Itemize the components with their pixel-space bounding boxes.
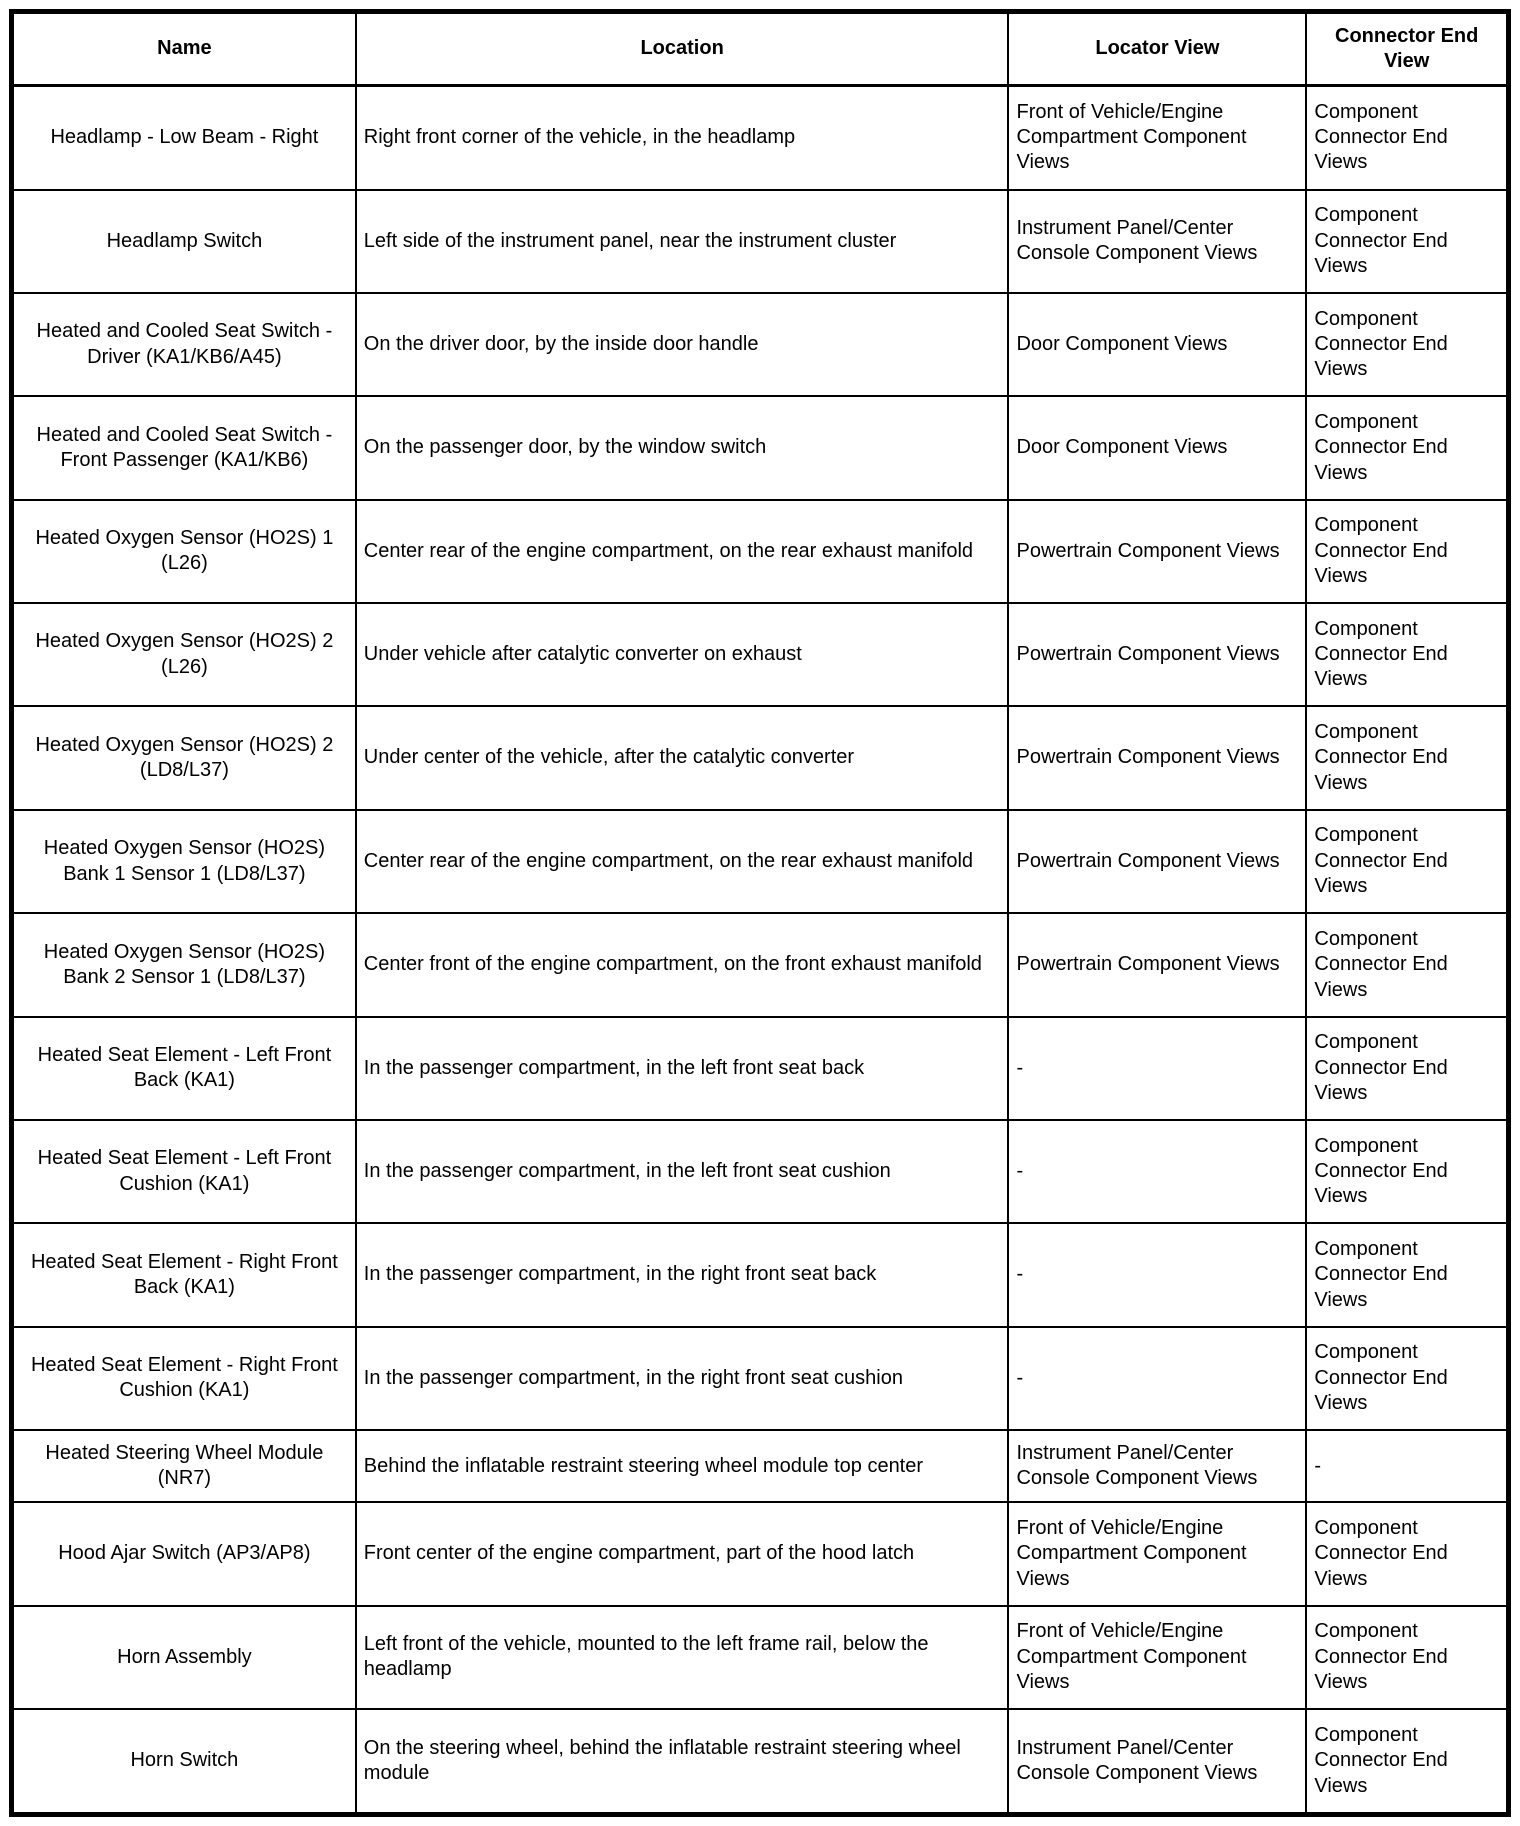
location-cell: Front center of the engine compartment, part of the hood latch bbox=[356, 1502, 1009, 1605]
locator-view-cell: Instrument Panel/Center Console Component Views bbox=[1008, 1430, 1306, 1502]
locator-view-cell: Powertrain Component Views bbox=[1008, 706, 1306, 809]
locator-view-cell: Door Component Views bbox=[1008, 396, 1306, 499]
table-row bbox=[12, 1223, 1509, 1326]
connector-end-view-cell: Component Connector End Views bbox=[1306, 603, 1508, 706]
table-row bbox=[12, 1502, 1509, 1605]
table-body bbox=[12, 86, 1509, 1815]
location-cell: Under vehicle after catalytic converter on exhaust bbox=[356, 603, 1009, 706]
location-cell: Behind the inflatable restraint steering wheel module top center bbox=[356, 1430, 1009, 1502]
name-cell: Horn Switch bbox=[12, 1709, 356, 1814]
name-cell: Headlamp - Low Beam - Right bbox=[12, 86, 356, 190]
location-cell: Left side of the instrument panel, near the instrument cluster bbox=[356, 190, 1009, 293]
table-row bbox=[12, 500, 1509, 603]
locator-view-cell: Door Component Views bbox=[1008, 293, 1306, 396]
locator-view-cell: Front of Vehicle/Engine Compartment Component Views bbox=[1008, 86, 1306, 190]
location-cell: Center front of the engine compartment, on the front exhaust manifold bbox=[356, 913, 1009, 1016]
location-cell: On the driver door, by the inside door handle bbox=[356, 293, 1009, 396]
locator-view-cell: Front of Vehicle/Engine Compartment Component Views bbox=[1008, 1606, 1306, 1709]
header-row bbox=[12, 12, 1509, 86]
locator-view-cell: - bbox=[1008, 1327, 1306, 1430]
table-row bbox=[12, 86, 1509, 190]
connector-end-view-cell: Component Connector End Views bbox=[1306, 706, 1508, 809]
location-cell: Left front of the vehicle, mounted to the left frame rail, below the headlamp bbox=[356, 1606, 1009, 1709]
name-cell: Heated Oxygen Sensor (HO2S) 2 (L26) bbox=[12, 603, 356, 706]
location-cell: In the passenger compartment, in the left front seat cushion bbox=[356, 1120, 1009, 1223]
locator-view-cell: Powertrain Component Views bbox=[1008, 913, 1306, 1016]
locator-view-cell: Powertrain Component Views bbox=[1008, 500, 1306, 603]
location-cell: In the passenger compartment, in the left front seat back bbox=[356, 1017, 1009, 1120]
table-row bbox=[12, 1327, 1509, 1430]
connector-end-view-cell: Component Connector End Views bbox=[1306, 500, 1508, 603]
header-connector-end-view: Connector End View bbox=[1306, 12, 1508, 86]
table-row bbox=[12, 706, 1509, 809]
table-row bbox=[12, 1606, 1509, 1709]
locator-view-cell: - bbox=[1008, 1120, 1306, 1223]
table-row bbox=[12, 396, 1509, 499]
header-locator-view: Locator View bbox=[1008, 12, 1306, 86]
location-cell: Center rear of the engine compartment, on the rear exhaust manifold bbox=[356, 810, 1009, 913]
table-row bbox=[12, 190, 1509, 293]
name-cell: Heated Oxygen Sensor (HO2S) 1 (L26) bbox=[12, 500, 356, 603]
table-row bbox=[12, 810, 1509, 913]
locator-view-cell: Powertrain Component Views bbox=[1008, 603, 1306, 706]
name-cell: Heated Seat Element - Right Front Cushion (KA1) bbox=[12, 1327, 356, 1430]
name-cell: Headlamp Switch bbox=[12, 190, 356, 293]
location-cell: On the steering wheel, behind the inflatable restraint steering wheel module bbox=[356, 1709, 1009, 1814]
connector-end-view-cell: Component Connector End Views bbox=[1306, 1709, 1508, 1814]
name-cell: Heated Oxygen Sensor (HO2S) Bank 2 Sensor 1 (LD8/L37) bbox=[12, 913, 356, 1016]
locator-view-cell: Instrument Panel/Center Console Component Views bbox=[1008, 1709, 1306, 1814]
header-name: Name bbox=[12, 12, 356, 86]
table-row bbox=[12, 1709, 1509, 1814]
connector-end-view-cell: Component Connector End Views bbox=[1306, 1120, 1508, 1223]
connector-end-view-cell: Component Connector End Views bbox=[1306, 396, 1508, 499]
locator-view-cell: Front of Vehicle/Engine Compartment Component Views bbox=[1008, 1502, 1306, 1605]
locator-view-cell: - bbox=[1008, 1223, 1306, 1326]
connector-end-view-cell: Component Connector End Views bbox=[1306, 810, 1508, 913]
location-cell: On the passenger door, by the window switch bbox=[356, 396, 1009, 499]
component-location-table bbox=[9, 9, 1511, 1817]
locator-view-cell: Powertrain Component Views bbox=[1008, 810, 1306, 913]
name-cell: Heated Oxygen Sensor (HO2S) 2 (LD8/L37) bbox=[12, 706, 356, 809]
connector-end-view-cell: Component Connector End Views bbox=[1306, 293, 1508, 396]
connector-end-view-cell: Component Connector End Views bbox=[1306, 190, 1508, 293]
connector-end-view-cell: Component Connector End Views bbox=[1306, 1017, 1508, 1120]
connector-end-view-cell: Component Connector End Views bbox=[1306, 1502, 1508, 1605]
location-cell: Right front corner of the vehicle, in the headlamp bbox=[356, 86, 1009, 190]
connector-end-view-cell: - bbox=[1306, 1430, 1508, 1502]
locator-view-cell: - bbox=[1008, 1017, 1306, 1120]
location-cell: Under center of the vehicle, after the catalytic converter bbox=[356, 706, 1009, 809]
table-row bbox=[12, 913, 1509, 1016]
name-cell: Hood Ajar Switch (AP3/AP8) bbox=[12, 1502, 356, 1605]
table-row bbox=[12, 1120, 1509, 1223]
table-row bbox=[12, 293, 1509, 396]
name-cell: Heated Seat Element - Left Front Cushion (KA1) bbox=[12, 1120, 356, 1223]
name-cell: Heated and Cooled Seat Switch - Driver (KA1/KB6/A45) bbox=[12, 293, 356, 396]
connector-end-view-cell: Component Connector End Views bbox=[1306, 913, 1508, 1016]
name-cell: Heated Seat Element - Left Front Back (KA1) bbox=[12, 1017, 356, 1120]
table-row bbox=[12, 603, 1509, 706]
location-cell: In the passenger compartment, in the right front seat cushion bbox=[356, 1327, 1009, 1430]
location-cell: Center rear of the engine compartment, on the rear exhaust manifold bbox=[356, 500, 1009, 603]
name-cell: Heated Steering Wheel Module (NR7) bbox=[12, 1430, 356, 1502]
name-cell: Horn Assembly bbox=[12, 1606, 356, 1709]
table-row bbox=[12, 1430, 1509, 1502]
connector-end-view-cell: Component Connector End Views bbox=[1306, 1606, 1508, 1709]
connector-end-view-cell: Component Connector End Views bbox=[1306, 86, 1508, 190]
name-cell: Heated Seat Element - Right Front Back (KA1) bbox=[12, 1223, 356, 1326]
header-location: Location bbox=[356, 12, 1009, 86]
location-cell: In the passenger compartment, in the right front seat back bbox=[356, 1223, 1009, 1326]
table-row bbox=[12, 1017, 1509, 1120]
connector-end-view-cell: Component Connector End Views bbox=[1306, 1223, 1508, 1326]
name-cell: Heated and Cooled Seat Switch - Front Passenger (KA1/KB6) bbox=[12, 396, 356, 499]
name-cell: Heated Oxygen Sensor (HO2S) Bank 1 Sensor 1 (LD8/L37) bbox=[12, 810, 356, 913]
connector-end-view-cell: Component Connector End Views bbox=[1306, 1327, 1508, 1430]
locator-view-cell: Instrument Panel/Center Console Component Views bbox=[1008, 190, 1306, 293]
